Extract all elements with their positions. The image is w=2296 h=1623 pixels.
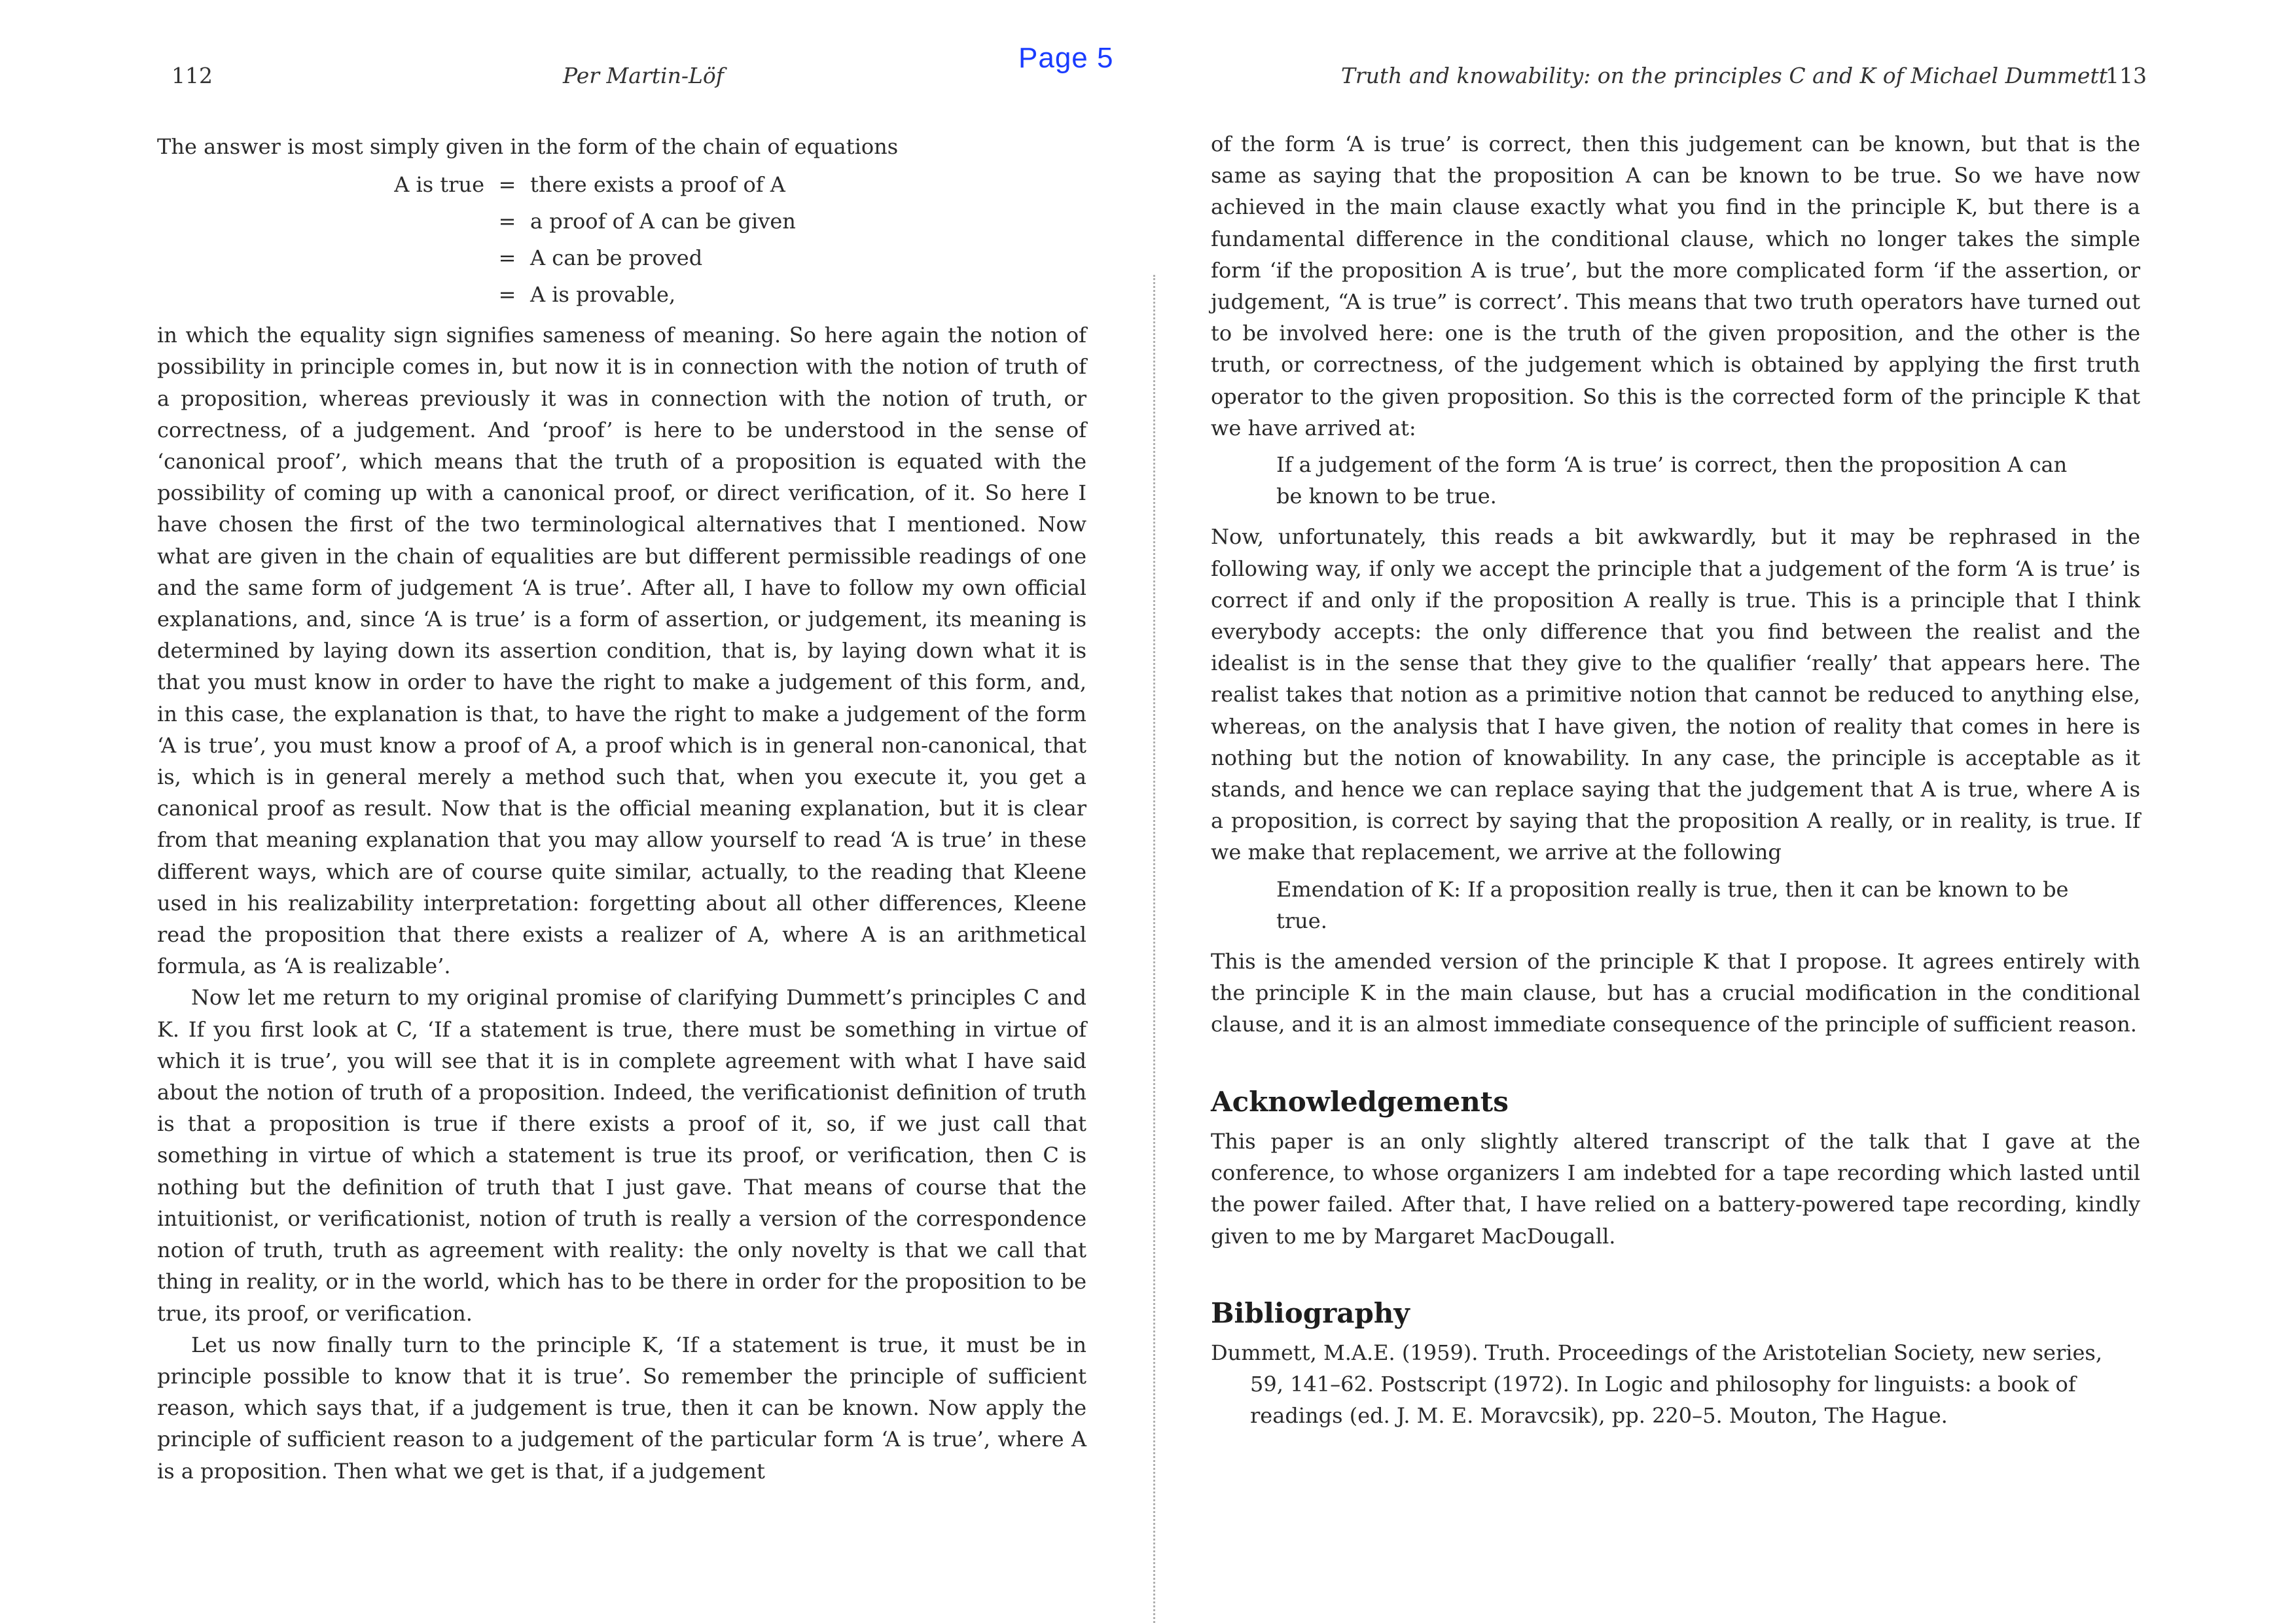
- intro-line: The answer is most simply given in the form of the chain of equations: [157, 134, 899, 159]
- page-label: Page 5: [1018, 42, 1114, 74]
- equation-chain: [386, 166, 1086, 313]
- right-body: [1211, 128, 2140, 1432]
- equals-sign: =: [498, 245, 516, 271]
- equation-rhs: A is provable,: [530, 282, 676, 308]
- equation-lhs: [386, 276, 484, 313]
- equals-sign: =: [498, 172, 516, 198]
- equation-lhs: [386, 203, 484, 240]
- equation-lhs: [386, 240, 484, 276]
- body-paragraph: Now, unfortunately, this reads a bit awkwardly, but it may be rephrased in the following way, if only we accept the principle that a judgement of the form ‘A is true’ is correct if and only if the proposition A really is true. This is a principle that I think everybody accepts: the only difference that you find between the realist and the idealist is in the sense that they give to the qualifier ‘really’ that appears here. The realist takes that notion as a primitive notion that cannot be reduced to anything else, whereas, on the analysis that I have given, the notion of reality that comes in here is nothing but the notion of knowability. In any case, the principle is acceptable as it stands, and hence we can replace saying that the judgement that A is true, where A is a proposition, is correct by saying that the proposition A really, or in reality, is true. If we make that replacement, we arrive at the following: [1211, 524, 2140, 865]
- equation-row: [386, 276, 1086, 313]
- body-paragraph: Let us now finally turn to the principle K, ‘If a statement is true, it must be in principle possible to know that it is true’. So remember the principle of sufficient reason, which says that, if a judgement is true, then it can be known. Now apply the principle of sufficient reason to a judgement of the particular form ‘A is true’, where A is a proposition. Then what we get is that, if a judgement: [157, 1332, 1086, 1484]
- equation-rhs: there exists a proof of A: [530, 172, 785, 198]
- body-paragraph: in which the equality sign signifies sameness of meaning. So here again the notion of possibility in principle comes in, but now it is in connection with the notion of truth of a proposition, whereas previously it was in connection with the notion of truth, or correctness, of a judgement. And ‘proof’ is here to be understood in the sense of ‘canonical proof’, which means that the truth of a proposition is equated with the possibility of coming up with a canonical proof, or direct verification, of it. So here I have chosen the first of the two terminological alternatives that I mentioned. Now what are given in the chain of equalities are but different permissible readings of one and the same form of judgement ‘A is true’. After all, I have to follow my own official explanations, and, since ‘A is true’ is a form of assertion, or judgement, its meaning is determined by laying down its assertion condition, that is, by laying down what it is that you must know in order to have the right to make a judgement of this form, and, in this case, the explanation is that, to have the right to make a judgement of the form ‘A is true’, you must know a proof of A, a proof which is in general non-canonical, that is, which is in general merely a method such that, when you execute it, you get a canonical proof as result. Now that is the official meaning explanation, but it is clear from that meaning explanation that you may allow yourself to read ‘A is true’ in these different ways, which are of course quite similar, actually, to the reading that Kleene used in his realizability interpretation: forgetting about all other differences, Kleene read the proposition that there exists a realizer of A, where A is an arithmetical formula, as ‘A is realizable’.: [157, 323, 1086, 979]
- equation-rhs: a proof of A can be given: [530, 209, 796, 234]
- left-body: [157, 131, 1086, 1487]
- equation-row: [386, 166, 1086, 203]
- equation-row: [386, 240, 1086, 276]
- body-paragraph: Now let me return to my original promise of clarifying Dummett’s principles C and K. If you first look at C, ‘If a statement is true, there must be something in virtue of which it is true’, you will see that it is in complete agreement with what I have said about the notion of truth of a proposition. Indeed, the verificationist definition of truth is that a proposition is true if there exists a proof of it, so, if we just call that something in virtue of which a statement is true its proof, or verification, then C is nothing but the definition of truth that I just gave. That means of course that the intuitionist, or verificationist, notion of truth is really a version of the correspondence notion of truth, truth as agreement with reality: the only novelty is that we call that thing in reality, or in the world, which has to be there in order for the proposition to be true, its proof, or verification.: [157, 985, 1086, 1326]
- bibliography-entry: Dummett, M.A.E. (1959). Truth. Proceedings of the Aristotelian Society, new series, 59, 141–62. Postscript (1972). In Logic and philosophy for linguists: a book of readings (ed. J. M. E. Moravcsik), pp. 220–5. Mouton, The Hague.: [1211, 1340, 2102, 1429]
- body-paragraph: This is the amended version of the principle K that I propose. It agrees entirely with the principle K in the main clause, but has a crucial modification in the conditional clause, and it is an almost immediate consequence of the principle of sufficient reason.: [1211, 949, 2140, 1037]
- acknowledgements-text: This paper is an only slightly altered transcript of the talk that I gave at the conference, to whose organizers I am indebted for a tape recording which lasted until the power failed. After that, I have relied on a battery-powered tape recording, kindly given to me by Margaret MacDougall.: [1211, 1128, 2140, 1249]
- right-page-number: 113: [2106, 63, 2147, 88]
- right-running-title: Truth and knowability: on the principles C and K of Michael Dummett: [1340, 63, 2108, 88]
- equation-rhs: A can be proved: [530, 245, 703, 271]
- left-page-number: 112: [171, 63, 213, 88]
- emendation-statement: Emendation of K: If a proposition really is true, then it can be known to be true.: [1276, 876, 2069, 933]
- body-paragraph: of the form ‘A is true’ is correct, then this judgement can be known, but that is the same as saying that the proposition A can be known to be true. So we have now achieved in the main clause exactly what you find in the principle K, but there is a fundamental difference in the conditional clause, which no longer takes the simple form ‘if the proposition A is true’, but the more complicated form ‘if the assertion, or judgement, “A is true” is correct’. This means that two truth operators have turned out to be involved here: one is the truth of the given proposition, and the other is the truth, or correctness, of the judgement which is obtained by applying the first truth operator to the given proposition. So this is the corrected form of the principle K that we have arrived at:: [1211, 132, 2140, 440]
- equals-sign: =: [498, 282, 516, 308]
- display-statement: If a judgement of the form ‘A is true’ is correct, then the proposition A can be known to be true.: [1276, 452, 2068, 509]
- equation-lhs: A is true: [394, 172, 484, 198]
- acknowledgements-heading: Acknowledgements: [1211, 1085, 1509, 1118]
- gutter-divider: [1153, 275, 1155, 1623]
- equals-sign: =: [498, 209, 516, 234]
- bibliography-heading: Bibliography: [1211, 1296, 1410, 1329]
- left-running-title: Per Martin-Löf: [563, 63, 724, 88]
- equation-row: [386, 203, 1086, 240]
